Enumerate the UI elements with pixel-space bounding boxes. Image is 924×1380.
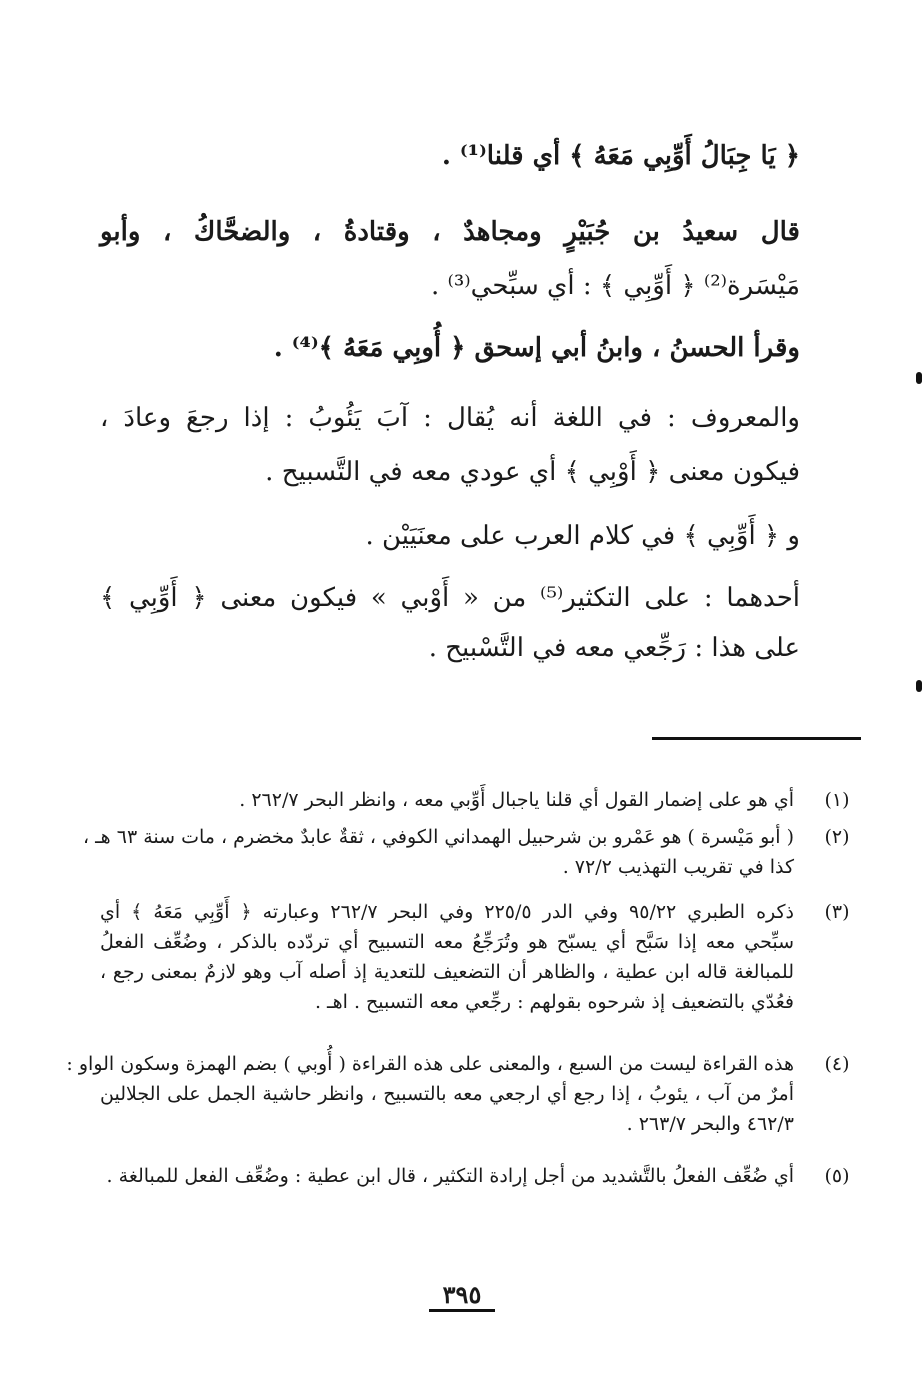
footnote-line: ذكره الطبري ٩٥/٢٢ وفي الدر ٢٢٥/٥ وفي البحر ٢٦٢/٧ وعبارته ﴿ أَوِّبِي مَعَهُ ﴾ أي xyxy=(100,901,795,923)
main-line-4: وقرأ الحسنُ ، وابنُ أبي إسحق ﴿ أُوبِي مَعَهُ ﴾⁽⁴⁾ . xyxy=(273,333,800,363)
footnote-line: ٤٦٢/٣ والبحر ٢٦٣/٧ . xyxy=(626,1113,794,1135)
main-line-6: فيكون معنى ﴿ أَوْبِي ﴾ أي عودي معه في التَّسبيح . xyxy=(265,457,800,487)
footnote-number: (٣) xyxy=(824,901,850,923)
footnote-line: أي هو على إضمار القول أي قلنا ياجبال أَوِّبي معه ، وانظر البحر ٢٦٢/٧ . xyxy=(239,789,794,811)
footnote-line: سبِّحي معه إذا سَبَّح أي يسبّح هو وتُرَجِّعُ معه التسبيح أي تردّده بالذكر ، وضُعِّف الفعلُ xyxy=(100,931,794,953)
footnote-line: أمرٌ من آب ، يئوبُ ، إذا رجع أي ارجعي معه بالتسبيح ، وانظر حاشية الجمل على الجلالين xyxy=(100,1083,794,1105)
footnote-number: (٤) xyxy=(824,1053,850,1075)
footnote-line: فعُدّي بالتضعيف إذ شرحوه بقولهم : رجِّعي معه التسبيح . اهـ . xyxy=(314,991,794,1013)
footnote-text xyxy=(100,1161,794,1191)
footnote-line: للمبالغة قاله ابن عطية ، والظاهر أن التضعيف للتعدية إذ أصله آب وهو لازمٌ بمعنى رجع ، xyxy=(100,961,794,983)
footnote-line: كذا في تقريب التهذيب ٧٢/٢ . xyxy=(562,856,794,878)
footnote-line: ( أبو مَيْسرة ) هو عَمْرو بن شرحبيل الهمداني الكوفي ، ثقةٌ عابدٌ مخضرم ، مات سنة ٦٣ هـ ، xyxy=(82,826,794,848)
footnote-number: (٢) xyxy=(824,826,850,848)
footnote-text xyxy=(100,897,794,1017)
main-line-7: و ﴿ أَوِّبِي ﴾ في كلام العرب على معنَيَيْن . xyxy=(365,521,800,551)
footnote-line: أي ضُعِّف الفعلُ بالتَّشديد من أجل إرادة التكثير ، قال ابن عطية : وضُعِّف الفعل للمبالغة . xyxy=(106,1165,794,1187)
footnote-number: (٥) xyxy=(824,1165,850,1187)
footnote-line: هذه القراءة ليست من السبع ، والمعنى على هذه القراءة ( أُوبي ) بضم الهمزة وسكون الواو : xyxy=(66,1053,794,1075)
footnote-text xyxy=(66,1049,794,1139)
page-number xyxy=(0,1280,924,1309)
margin-mark xyxy=(916,372,922,384)
main-line-3: مَيْسَرة⁽²⁾ ﴿ أَوِّبِي ﴾ : أي سبِّحي⁽³⁾ . xyxy=(430,271,800,301)
main-line-9: على هذا : رَجِّعي معه في التَّسْبيح . xyxy=(428,633,800,663)
main-line-2: قال سعيدُ بن جُبَيْرٍ ومجاهدٌ ، وقتادةُ ، والضحَّاكُ ، وأبو xyxy=(100,217,800,247)
quran-quote: ﴿ يَا جِبَالُ أَوِّبِي مَعَهُ ﴾ أي قلنا⁽¹⁾ . xyxy=(441,141,800,171)
page-number-value: ٣٩٥ xyxy=(429,1280,496,1312)
main-line-1 xyxy=(100,136,800,176)
footnote-text xyxy=(82,822,794,882)
footnote-separator xyxy=(652,737,861,740)
main-line-5: والمعروف : في اللغة أنه يُقال : آبَ يَئُوبُ : إذا رجعَ وعادَ ، xyxy=(100,403,800,433)
main-line-8: أحدهما : على التكثير⁽⁵⁾ من « أَوْبي » فيكون معنى ﴿ أَوِّبِي ﴾ xyxy=(100,583,800,613)
margin-mark xyxy=(916,680,922,692)
footnote-text xyxy=(100,785,794,815)
footnote-number: (١) xyxy=(824,789,850,811)
